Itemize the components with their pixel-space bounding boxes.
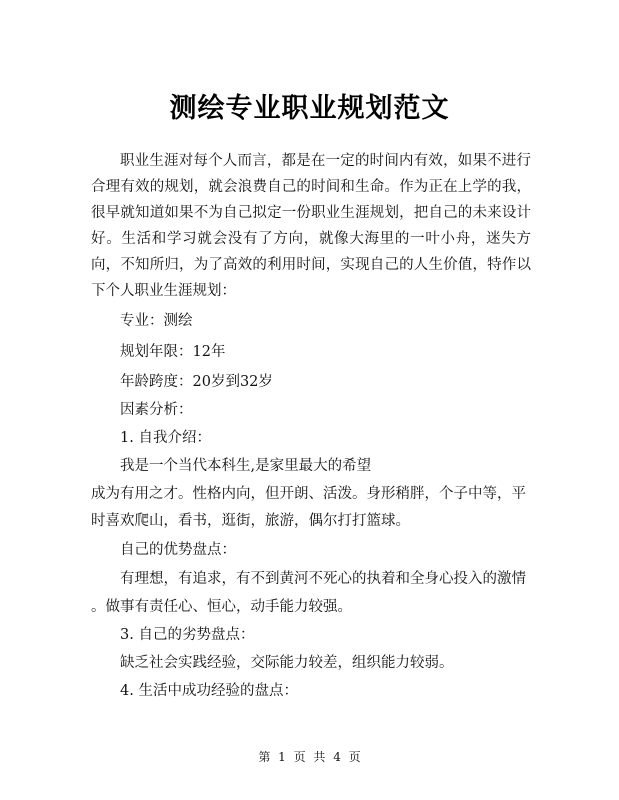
factors-heading: 因素分析：	[120, 402, 193, 418]
major-line: 专业：测绘	[120, 313, 193, 329]
success-heading: 4. 生活中成功经验的盘点：	[120, 683, 298, 699]
strengths-heading: 自己的优势盘点：	[120, 542, 236, 558]
strengths-line: 有理想，有追求，有不到黄河不死心的执着和全身心投入的激情	[120, 571, 526, 587]
document-title: 测绘专业职业规划范文	[169, 93, 450, 124]
intro-paragraph: 职业生涯对每个人而言，都是在一定的时间内有效，如果不进行合理有效的规划，就会浪费自己的时间和生命。作为正在上学的我，很早就知道如果不为自己拟定一份职业生涯规划，把自己的未来设计好。生活和学习就会没有了方向，就像大海里的一叶小舟，迷失方向，不知所归，为了高效的利用时间，实现自己的人生价值，特作以下个人职业生涯规划：	[91, 153, 531, 299]
self-intro-heading: 1. 自我介绍：	[120, 430, 211, 446]
strengths-line: 。做事有责任心、恒心，动手能力较强。	[91, 599, 352, 615]
self-intro-line: 成为有用之才。性格内向，但开朗、活泼。身形稍胖，个子中等，平	[91, 486, 526, 502]
self-intro-line: 我是一个当代本科生,是家里最大的希望	[120, 458, 372, 474]
page-number-footer: 第 1 页 共 4 页	[258, 750, 361, 764]
weaknesses-heading: 3. 自己的劣势盘点：	[120, 627, 255, 643]
self-intro-line: 时喜欢爬山，看书，逛街，旅游，偶尔打打篮球。	[91, 513, 410, 529]
weaknesses-text: 缺乏社会实践经验，交际能力较差，组织能力较弱。	[120, 655, 454, 671]
age-span-line: 年龄跨度：20岁到32岁	[120, 374, 273, 390]
plan-years-line: 规划年限：12年	[120, 344, 226, 360]
